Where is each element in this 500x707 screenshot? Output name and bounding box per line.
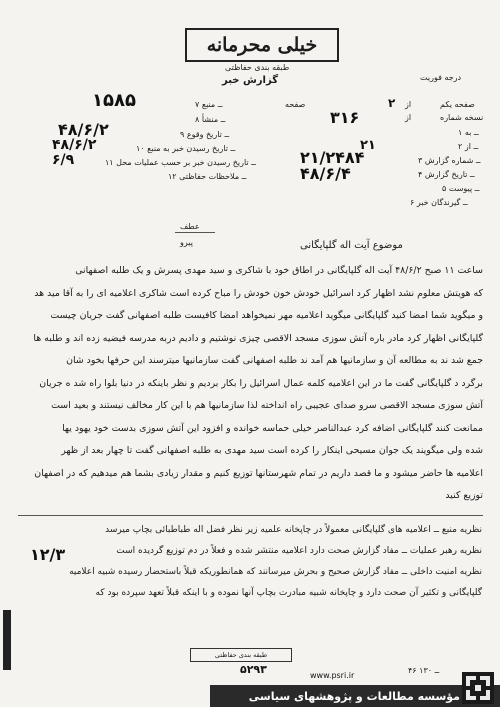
body-line: شده ولی میگویند یک جوان مسیحی اینکار را کرده است سید مهدی به طلبه اصفهانی گفت تا چهار بعد از ظهر	[61, 445, 483, 456]
note-source: نظریه منبع ــ اعلامیه های گلپایگانی معمولاً در چاپخانه علمیه زیر نظر فضل اله طباطبائی بچاپ میرسد	[105, 525, 482, 535]
field-report-date-label: ۴ ــ تاریخ گزارش	[418, 170, 475, 179]
field-occurrence-label: ۹ ــ تاریخ وقوع	[180, 130, 230, 139]
body-line: آتش سوزی مسجد الاقصی سرو صدای عجیبی راه انداخته لذا سازمانیها هم با این کار مخالف نیستند و بعید است	[51, 400, 483, 411]
field-report-no-label: ۳ ــ شماره گزارش	[418, 156, 481, 165]
field-attachment-label: ۵ ــ پیوست	[442, 184, 480, 193]
field-page-label: صفحه یکم	[440, 100, 475, 109]
hw-report-date: ۴۸/۶/۴	[300, 164, 351, 183]
note-internal-security: نظریه امنیت داخلی ــ مفاد گزارش صحیح و بحرش میرسانند که همانطوریکه قبلاً باستحضار رسیده شبیه اعلامیه	[69, 567, 482, 577]
body-line: گلپایگانی اظهار کرد مادر باره آتش سوزی مسجد الاقصی چیزی نوشتیم و دادیم دربه مدرسه فیضیه زده اند و طلبه ها	[33, 332, 483, 344]
field-page-of: از	[405, 100, 412, 109]
hw-ref-number: ۵۲۹۳	[240, 663, 267, 676]
notes-divider	[18, 515, 483, 516]
body-line: که هویتش معلوم نشد اظهار کرد اسرائیل خودش خون خودش را مباح کرده است شاکری اعلامیه ای را به آقا مید هد	[34, 287, 483, 299]
field-to-label: ۱ ــ به	[458, 128, 479, 137]
field-source-label: ۷ ــ منبع	[195, 100, 223, 109]
hw-margin-note: ۱۲/۳	[30, 545, 66, 564]
field-origin-label: ۸ ــ منشأ	[195, 115, 226, 124]
notes-section	[12, 520, 482, 604]
field-ops-label: ۱۱ ــ تاریخ رسیدن خبر بر حسب عملیات محل	[105, 158, 256, 167]
classification-stamp	[185, 28, 339, 62]
note-operations: نظریه رهبر عملیات ــ مفاد گزارش صحت دارد اعلامیه منتشر شده و فعلاً در دم توزیع گردیده است	[116, 546, 482, 556]
bottom-classification-stamp	[190, 648, 292, 662]
body-line: و میگوید شما امضا کنید گلپایگانی میگوید اعلامیه مهر نمیخواهد امضا کافیست طلبه اصفهانی گفت جریان چیست	[50, 310, 483, 321]
institution-url[interactable]: www.psri.ir	[310, 671, 355, 680]
body-line: برگرد د گلپایگانی گفت ما در این اعلامیه کلمه عمال اسرائیل را بکار بردیم و نظر باینکه در دنیا بلوا راه شد ه جریان	[39, 377, 483, 389]
body-line: ساعت ۱۱ صبح ۴۸/۶/۲ آیت اله گلپایگانی در اطاق خود با شاکری و سید مهدی پسرش و یک طلبه اصفهانی	[75, 265, 483, 276]
note-continuation: گلپایگانی و تکثیر آن صحت دارد و چاپخانه شبیه مبادرت بچاپ آنها نموده و با اینکه قبلاً تعهد سپرده بود که	[95, 588, 482, 598]
bottom-stamp-text: طبقه بندی حفاظتی	[214, 651, 268, 659]
hw-occurrence-date: ۴۸/۶/۲	[58, 120, 109, 139]
hw-report-no: ۲۱/۲۴۸۴	[300, 148, 365, 167]
hw-ops-date: ۶/۹	[52, 152, 75, 168]
institution-logo-icon	[462, 672, 494, 704]
field-security-label: ۱۲ ــ ملاحظات حفاظتی	[168, 172, 247, 181]
page-numbers: ۴۶ ــ ۱۳۰	[408, 666, 440, 675]
side-box-divider	[175, 232, 215, 233]
body-line: جمع شد ند به مطالعه آن و سازمانیها هم آمد ند طلبه اصفهانی گفت سازمانیها میترسند این حرفها بخود شان	[66, 355, 483, 366]
institution-banner	[210, 685, 500, 707]
hw-source-date: ۴۸/۶/۲	[52, 137, 97, 153]
field-copy-label: نسخه شماره	[440, 113, 484, 122]
side-box-top: عطف	[180, 222, 200, 231]
subject-line: موضوع آیت اله گلپایگانی	[300, 240, 403, 251]
field-from-label: ۲ ــ از	[458, 142, 479, 151]
priority-label: درجه فوریت	[420, 73, 462, 82]
report-body	[18, 260, 483, 508]
field-copy-of: از	[405, 113, 412, 122]
class-subtitle: طبقه بندی حفاظتی	[225, 63, 290, 72]
hw-page-of-value: ۲	[388, 96, 396, 110]
hw-copy-value: ۳۱۶	[330, 108, 360, 127]
body-line: توزیع کنید	[445, 490, 483, 501]
scan-edge-mark	[3, 610, 11, 670]
side-box-bottom: پیرو	[180, 238, 193, 247]
hw-source-value: ۱۵۸۵	[92, 90, 136, 111]
report-title: گزارش خبر	[222, 75, 279, 86]
body-line: اعلامیه ها حاضر میشود و ما قصد داریم در تمام شهرستانها توزیع کنیم و مقدار زیادی بشما هم میدهیم که در اصفهان	[34, 467, 483, 479]
body-line: ممانعت کنند گلپایگانی اضافه کرد عبدالناصر خیلی حماسه خوانده و افزود این آتش سوزی بدست خود یهود یها	[62, 422, 483, 434]
field-distribution-label: ۶ ــ گیرندگان خبر	[410, 198, 468, 207]
institution-name: مؤسسه مطالعات و پژوهشهای سیاسی	[248, 689, 460, 703]
field-to-source-label: ۱۰ ــ تاریخ رسیدن خبر به منبع	[136, 144, 236, 153]
field-page-word: صفحه	[285, 100, 306, 109]
logo-pattern-icon	[462, 672, 494, 704]
classification-label: خیلی محرمانه	[206, 34, 318, 56]
hw-from-value: ۲۱	[360, 138, 376, 153]
